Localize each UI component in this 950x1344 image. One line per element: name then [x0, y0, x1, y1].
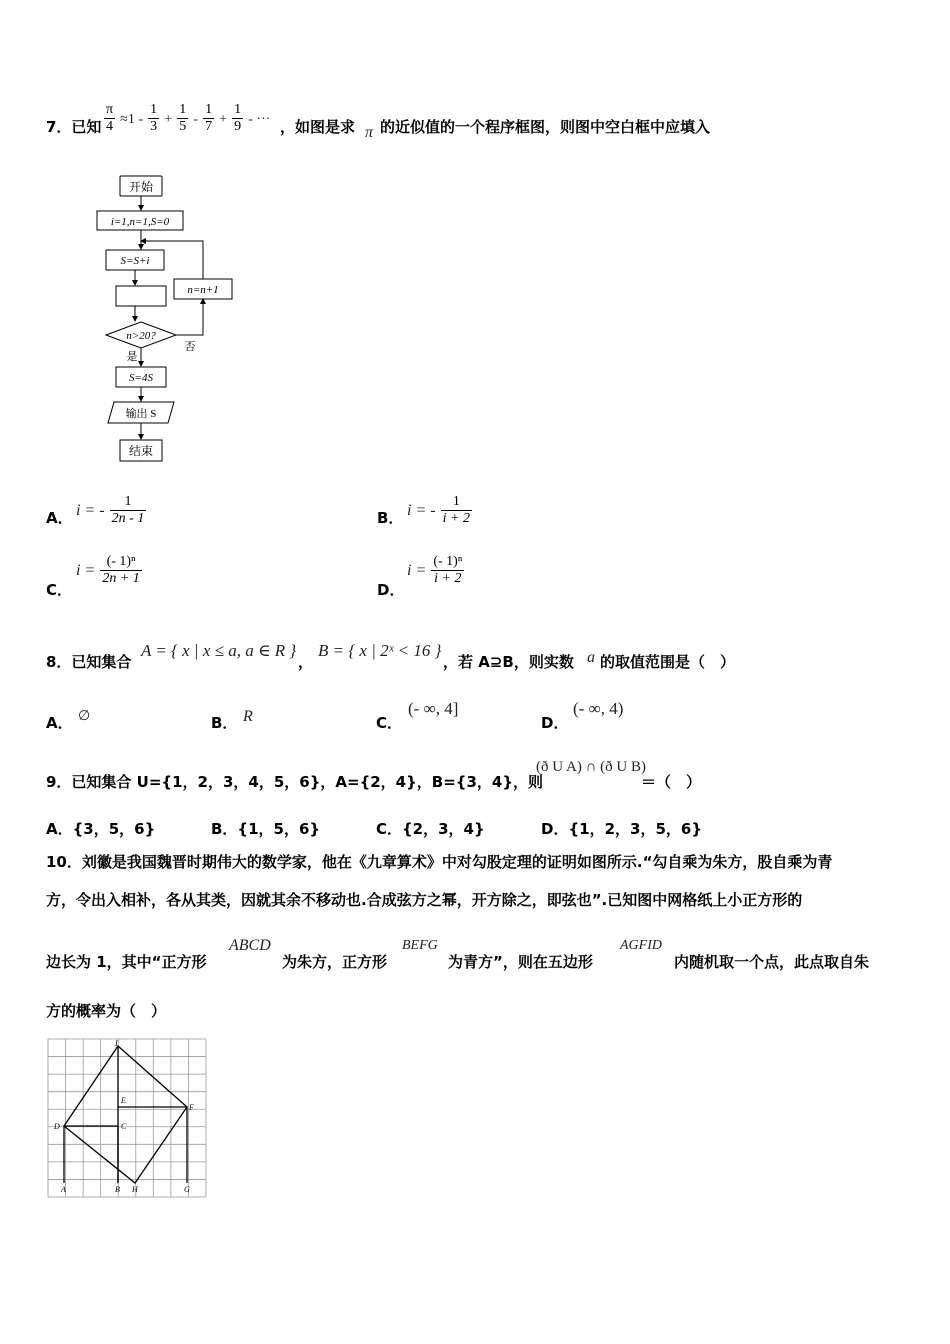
q7-series-formula — [104, 102, 270, 135]
q8-option-d-value: (- ∞, 4) — [573, 699, 624, 718]
q9-option-c[interactable]: C．{2，3，4} — [376, 820, 485, 838]
q7-frac-pi-over-4 — [104, 102, 115, 135]
q8-comma: ， — [298, 653, 314, 671]
figure-label-a: A — [61, 1185, 66, 1194]
q10-line1: 10．刘徽是我国魏晋时期伟大的数学家，他在《九章算术》中对勾股定理的证明如图所示.“勾自乘为朱方，股自乘为青 — [46, 853, 833, 871]
figure-square-abcd — [64, 1126, 118, 1183]
figure-label-c: C — [121, 1122, 127, 1131]
q7-option-c-frac — [100, 554, 141, 587]
q7-option-d-frac — [431, 554, 464, 587]
q7-option-a-lhs: i = - — [76, 502, 105, 519]
figure-label-g: G — [184, 1185, 190, 1194]
figure-square-dihf — [64, 1046, 187, 1183]
q9-text-end: ＝（ ） — [641, 773, 702, 791]
q7-frac-den: 9 — [234, 119, 242, 134]
q7-frac-num: 1 — [205, 102, 213, 117]
q10-line3-c: 为青方”，则在五边形 — [448, 953, 593, 971]
q7-option-a-formula — [76, 494, 146, 527]
q7-approx: ≈1 - — [120, 112, 144, 127]
q8-number: 8．已知集合 — [46, 653, 132, 671]
q7-frac-1-7 — [203, 102, 214, 135]
flow-blank-box — [116, 286, 166, 306]
q7-op: + — [219, 112, 228, 127]
flow-no-label: 否 — [184, 341, 196, 353]
flow-start-label: 开始 — [128, 180, 154, 194]
q7-frac-num: 1 — [234, 102, 242, 117]
q9-text: 9．已知集合 U={1，2，3，4，5，6}，A={2，4}，B={3，4}，则 — [46, 773, 544, 791]
q7-tail: - ··· — [248, 112, 271, 127]
figure-label-h: H — [132, 1185, 138, 1194]
q10-line3-a: 边长为 1，其中“正方形 — [46, 953, 207, 971]
q7-frac-den: 7 — [205, 119, 213, 134]
q10-abcd: ABCD — [229, 937, 271, 954]
q7-frac-den: 2n + 1 — [102, 571, 140, 586]
q7-option-b-frac — [441, 494, 472, 527]
q9-option-d[interactable]: D．{1，2，3，5，6} — [541, 820, 702, 838]
q7-frac-den: i + 2 — [434, 571, 462, 586]
q7-text-mid: ，如图是求 — [280, 118, 356, 136]
q8-var-a: a — [587, 649, 595, 666]
figure-grid-lines — [48, 1039, 206, 1197]
q7-option-d-lhs: i = — [407, 562, 427, 579]
q7-frac-num: 1 — [179, 102, 187, 117]
flow-init-label: i=1,n=1,S=0 — [110, 216, 170, 228]
q8-text: ，若 A⊇B，则实数 — [443, 653, 574, 671]
q7-op: - — [193, 112, 198, 127]
q7-option-c-label[interactable]: C． — [46, 581, 73, 599]
q9-option-b[interactable]: B．{1，5，6} — [211, 820, 321, 838]
figure-label-f: F — [189, 1103, 194, 1112]
q7-frac-den: 3 — [150, 119, 158, 134]
flow-end-label: 结束 — [128, 444, 154, 458]
q7-option-b-label[interactable]: B． — [377, 509, 404, 527]
q8-set-a: A = { x | x ≤ a, a ∈ R } — [141, 641, 297, 660]
q7-option-d-label[interactable]: D． — [377, 581, 405, 599]
q7-frac-den: 2n - 1 — [111, 511, 145, 526]
q8-option-c-value: (- ∞, 4] — [408, 699, 459, 718]
q10-line3-d: 内随机取一个点，此点取自朱 — [674, 953, 870, 971]
q8-option-c-label[interactable]: C． — [376, 714, 403, 732]
q7-option-d-formula — [407, 554, 464, 587]
figure-label-d: D — [54, 1122, 60, 1131]
q8-option-d-label[interactable]: D． — [541, 714, 569, 732]
q7-option-a-label[interactable]: A． — [46, 509, 73, 527]
q7-frac-den: 4 — [106, 119, 114, 134]
flow-condition-label: n>20? — [126, 330, 156, 342]
q8-set-b: B = { x | 2ˣ < 16 } — [318, 641, 442, 660]
q7-frac-num: π — [106, 102, 114, 117]
q10-line3-b: 为朱方，正方形 — [282, 953, 388, 971]
q7-option-b-formula — [407, 494, 472, 527]
q7-number: 7．已知 — [46, 118, 102, 136]
q7-pi: π — [365, 124, 374, 141]
q10-line4: 方的概率为（ ） — [46, 1002, 167, 1020]
q7-frac-1-9 — [232, 102, 243, 135]
q8-option-b-value: R — [243, 708, 253, 725]
q7-frac-num: 1 — [110, 494, 147, 511]
q7-text-end: 的近似值的一个程序框图，则图中空白框中应填入 — [380, 118, 711, 136]
q9-option-a[interactable]: A．{3，5，6} — [46, 820, 156, 838]
q7-frac-1-5 — [177, 102, 188, 135]
flow-final-label: S=4S — [129, 372, 153, 384]
q7-op: + — [164, 112, 173, 127]
q7-option-a-frac — [110, 494, 147, 527]
q10-grid-figure — [47, 1038, 207, 1198]
figure-label-e: E — [121, 1096, 126, 1105]
q7-frac-num: (- 1)ⁿ — [433, 554, 463, 569]
q8-option-b-label[interactable]: B． — [211, 714, 238, 732]
q7-frac-num: 1 — [441, 494, 472, 511]
flow-accumulate-label: S=S+i — [120, 255, 150, 267]
q10-line2: 方，令出入相补，各从其类，因就其余不移动也.合成弦方之幂，开方除之，即弦也”.已知图中网格纸上小正方形的 — [46, 891, 803, 909]
q7-frac-den: 5 — [179, 119, 187, 134]
q7-frac-num: (- 1)ⁿ — [100, 554, 141, 571]
flow-increment-label: n=n+1 — [187, 284, 219, 296]
q7-option-b-lhs: i = - — [407, 502, 436, 519]
q8-text-end: 的取值范围是（ ） — [600, 653, 736, 671]
figure-label-i: I — [115, 1039, 118, 1048]
figure-square-befg — [118, 1107, 187, 1183]
q10-befg: BEFG — [402, 938, 438, 953]
q7-frac-den: i + 2 — [442, 511, 471, 526]
flow-yes-label: 是 — [126, 351, 138, 363]
q7-option-c-lhs: i = — [76, 562, 96, 579]
q9-expression: (ð U A) ∩ (ð U B) — [536, 759, 646, 775]
q8-option-a-label[interactable]: A． — [46, 714, 73, 732]
q8-option-a-value: ∅ — [78, 709, 91, 724]
flow-output-label: 输出 S — [125, 408, 157, 420]
q7-option-c-formula — [76, 554, 142, 587]
figure-label-b: B — [115, 1185, 120, 1194]
q7-flowchart — [90, 168, 250, 468]
q7-frac-1-3 — [148, 102, 159, 135]
q10-agfid: AGFID — [620, 938, 662, 953]
q7-frac-num: 1 — [150, 102, 158, 117]
